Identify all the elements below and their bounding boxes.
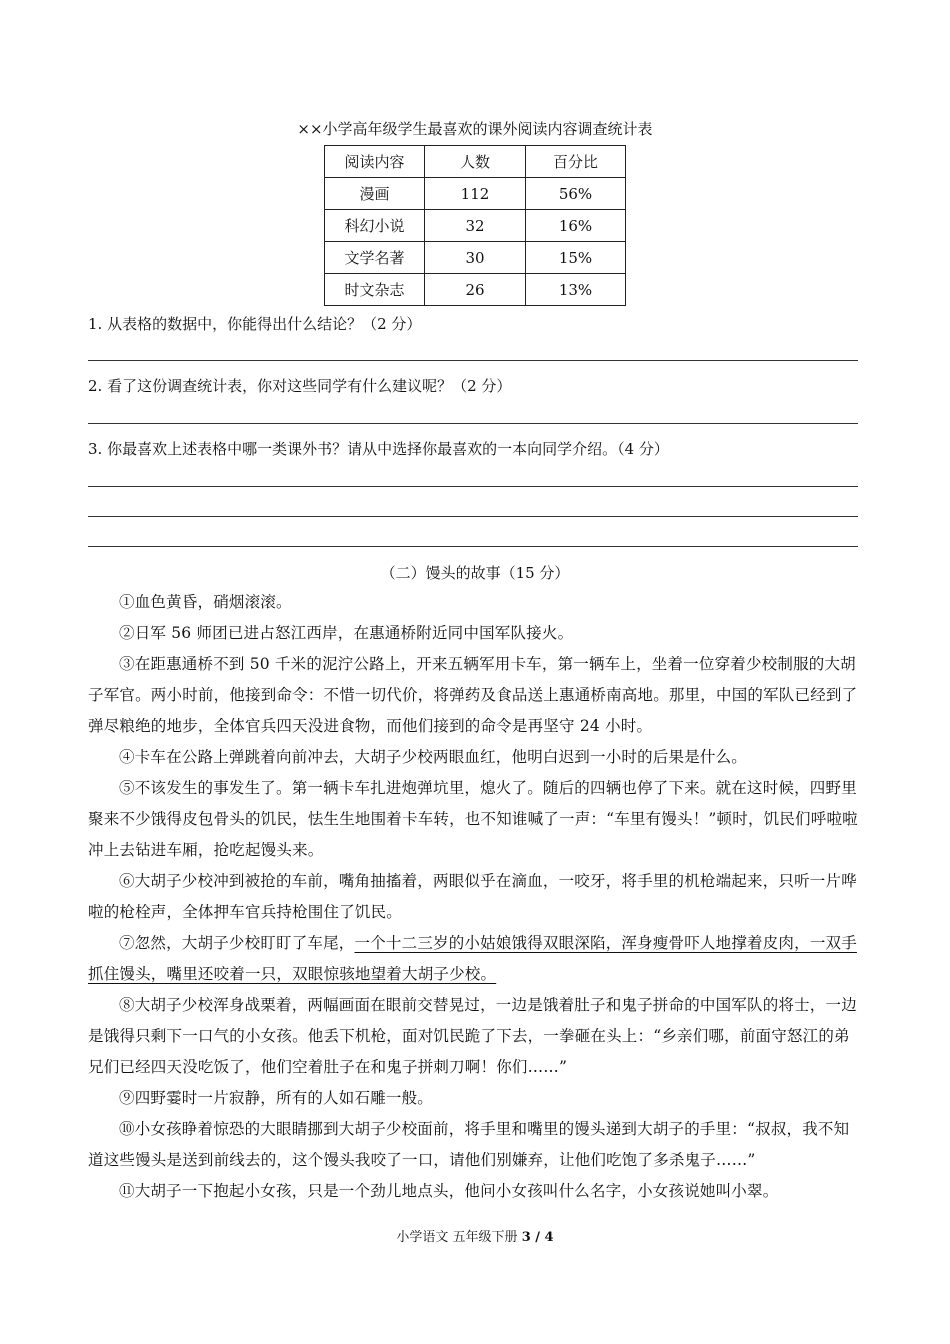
page-footer (0, 1226, 950, 1245)
table-cell: 56% (526, 178, 626, 210)
footer-text: 小学语文 五年级下册 (396, 1230, 522, 1245)
paragraph-2: ②日军 56 师团已进占怒江西岸，在惠通桥附近同中国军队接火。 (119, 624, 574, 642)
paragraph-3: ③在距惠通桥不到 50 千米的泥泞公路上，开来五辆军用卡车，第一辆车上，坐着一位穿着少校制服的大胡子军官。两小时前，他接到命令：不惜一切代价，将弹药及食品送上惠通桥南高地。那里，中国的军队已经到了弹尽粮绝的地步，全体官兵四天没进食物，而他们接到的命令是再坚守 24 小时。 (88, 655, 858, 735)
table-row (325, 274, 626, 306)
table-cell: 112 (425, 178, 526, 210)
table-header: 百分比 (526, 146, 626, 178)
table-row (325, 178, 626, 210)
table-cell: 时文杂志 (325, 274, 425, 306)
paragraph-8: ⑧大胡子少校浑身战栗着，两幅画面在眼前交替晃过，一边是饿着肚子和鬼子拼命的中国军队的将士，一边是饿得只剩下一口气的小女孩。他丢下机枪，面对饥民跪了下去，一拳砸在头上：“乡亲们哪，前面守怒江的弟兄们已经四天没吃饭了，他们空着肚子在和鬼子拼刺刀啊！你们……” (88, 996, 857, 1076)
answer-line-2[interactable] (88, 423, 858, 424)
paragraph-7-lead: ⑦忽然，大胡子少校盯盯了车尾， (119, 934, 355, 952)
table-header: 阅读内容 (325, 146, 425, 178)
underlined-sentence: 一个十二三岁的小姑娘饿得双眼深陷，浑身瘦骨吓人地撑着皮肉，一双手抓住馒头，嘴里还咬着一只，双眼惊骇地望着大胡子少校。 (88, 934, 857, 983)
paragraph-5: ⑤不该发生的事发生了。第一辆卡车扎进炮弹坑里，熄火了。随后的四辆也停了下来。就在这时候，四野里聚来不少饿得皮包骨头的饥民，怯生生地围着卡车转，也不知谁喊了一声：“车里有馒头！”顿时，饥民们呼啦啦冲上去钻进车厢，抢吃起馒头来。 (88, 779, 858, 859)
survey-table (324, 145, 626, 306)
question-2: 2. 看了这份调查统计表，你对这些同学有什么建议呢？（2 分） (88, 377, 512, 395)
table-header-row (325, 146, 626, 178)
page-number: 3 / 4 (521, 1230, 554, 1245)
answer-line-3c[interactable] (88, 546, 858, 547)
table-cell: 文学名著 (325, 242, 425, 274)
table-row (325, 210, 626, 242)
table-title: ××小学高年级学生最喜欢的课外阅读内容调查统计表 (297, 120, 653, 138)
paragraph-11: ⑪大胡子一下抱起小女孩，只是一个劲儿地点头，他问小女孩叫什么名字，小女孩说她叫小翠。 (119, 1182, 779, 1200)
table-cell: 30 (425, 242, 526, 274)
paragraph-7 (88, 928, 864, 990)
table-row (325, 242, 626, 274)
paragraph-4: ④卡车在公路上弹跳着向前冲去，大胡子少校两眼血红，他明白迟到一小时的后果是什么。 (119, 748, 748, 766)
table-header: 人数 (425, 146, 526, 178)
section-title: （二）馒头的故事（15 分） (380, 564, 570, 582)
paragraph-10: ⑩小女孩睁着惊恐的大眼睛挪到大胡子少校面前，将手里和嘴里的馒头递到大胡子的手里：“叔叔，我不知道这些馒头是送到前线去的，这个馒头我咬了一口，请他们别嫌弃，让他们吃饱了多杀鬼子……” (88, 1120, 850, 1169)
table-cell: 13% (526, 274, 626, 306)
table-cell: 漫画 (325, 178, 425, 210)
paragraph-6: ⑥大胡子少校冲到被抢的车前，嘴角抽搐着，两眼似乎在滴血，一咬牙，将手里的机枪端起来，只听一片哗啦的枪栓声，全体押车官兵持枪围住了饥民。 (88, 872, 857, 921)
paragraph-1: ①血色黄昏，硝烟滚滚。 (119, 593, 292, 611)
question-3: 3. 你最喜欢上述表格中哪一类课外书？请从中选择你最喜欢的一本向同学介绍。（4 分） (88, 440, 669, 458)
answer-line-3a[interactable] (88, 486, 858, 487)
paragraph-9: ⑨四野霎时一片寂静，所有的人如石雕一般。 (119, 1089, 434, 1107)
table-cell: 15% (526, 242, 626, 274)
table-cell: 16% (526, 210, 626, 242)
answer-line-1[interactable] (88, 360, 858, 361)
question-1: 1. 从表格的数据中，你能得出什么结论？（2 分） (88, 315, 422, 333)
answer-line-3b[interactable] (88, 516, 858, 517)
table-cell: 32 (425, 210, 526, 242)
table-cell: 26 (425, 274, 526, 306)
table-cell: 科幻小说 (325, 210, 425, 242)
